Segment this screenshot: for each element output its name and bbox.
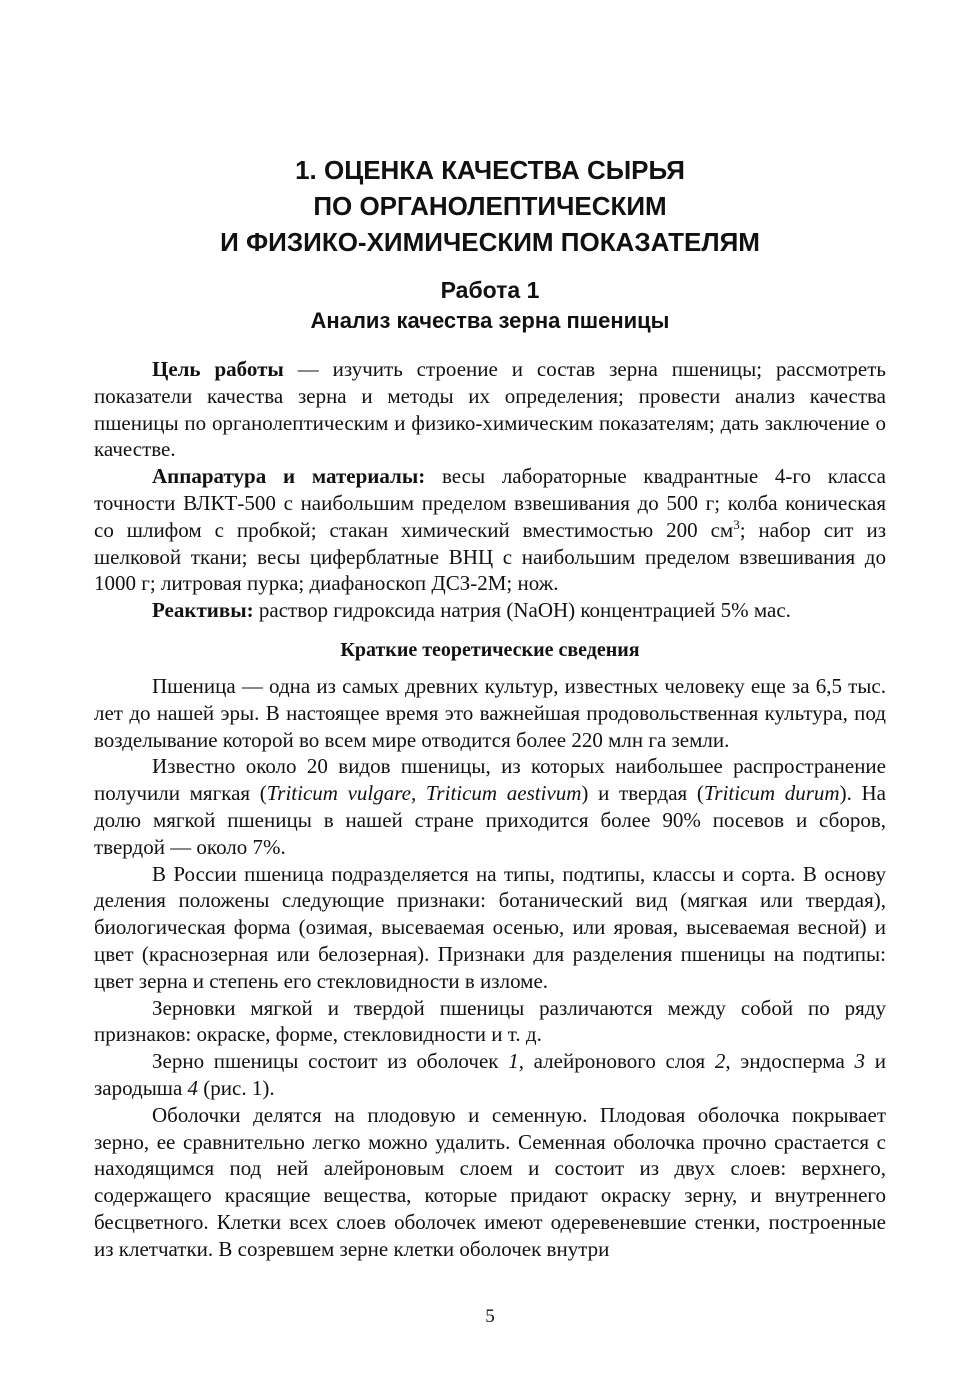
page-number: 5: [485, 1306, 495, 1327]
text-run: и зародыша: [94, 1049, 886, 1100]
work-label: Работа 1: [440, 277, 540, 303]
theory-paragraph-6: Оболочки делятся на плодовую и семенную. Плодовая оболочка покрывает зерно, ее сравнительно легко можно удалить. Семенная оболочка прочно срастается с находящимся под ней алейроновым слоем и состоит из двух слоев: верхнего, содержащего красящие вещества, которые придают окраску зерну, и внутреннего бесцветного. Клетки всех слоев оболочек имеют одеревеневшие стенки, построенные из клетчатки. В созревшем зерне клетки оболочек внутри: [94, 1102, 886, 1261]
chapter-title-line: 1. ОЦЕНКА КАЧЕСТВА СЫРЬЯ: [295, 155, 685, 185]
goal-text: — изучить строение и состав зерна пшеницы; рассмотреть показатели качества зерна и методы их определения; провести анализ качества пшеницы по органолептическим и физико-химическим показателям; дать заключение о качестве.: [94, 357, 886, 462]
figure-ref-number: 2: [714, 1049, 726, 1074]
theory-block: [94, 673, 886, 1263]
goal-paragraph: [94, 356, 886, 463]
theory-paragraph-2: [94, 753, 886, 860]
reagents-paragraph: [94, 597, 886, 624]
text-run: ). На долю мягкой пшеницы в нашей стране приходится более 90% посевов и сборов, твердой — около 7%.: [94, 781, 886, 859]
goal-label: Цель работы: [152, 357, 284, 381]
chapter-title-line: И ФИЗИКО-ХИМИЧЕСКИМ ПОКАЗАТЕЛЯМ: [220, 227, 760, 257]
figure-ref-number: 3: [854, 1049, 866, 1074]
figure-ref-number: 1: [508, 1049, 519, 1074]
text-run: , алейронового слоя: [518, 1049, 715, 1074]
text-run: (рис. 1).: [198, 1075, 275, 1100]
equipment-text: весы лабораторные квадрантные 4-го класса точности ВЛКТ-500 с наибольшим пределом взвешивания до 500 г; колба коническая со шлифом с пробкой; стакан химический вместимостью 200 см: [94, 464, 886, 542]
text-run: ) и твердая (: [581, 781, 704, 806]
figure-ref-number: 4: [187, 1075, 199, 1100]
reagents-label: Реактивы:: [152, 598, 254, 623]
latin-name-aestivum: Triticum vulgare, Triticum aestivum: [266, 781, 582, 806]
chapter-title: [0, 152, 980, 260]
theory-paragraph-1: Пшеница — одна из самых древних культур, известных человеку еще за 6,5 тыс. лет до нашей эры. В настоящее время это важнейшая продовольственная культура, под возделывание которой во всем мире отводится более 220 млн га земли.: [94, 674, 886, 752]
cubic-superscript: 3: [733, 516, 740, 532]
equipment-label: Аппаратура и материалы:: [152, 464, 426, 489]
intro-block: [94, 356, 886, 624]
work-name: Анализ качества зерна пшеницы: [310, 308, 670, 333]
section-title: Краткие теоретические сведения: [340, 639, 640, 661]
theory-paragraph-3: В России пшеница подразделяется на типы, подтипы, классы и сорта. В основу деления положены следующие признаки: ботанический вид (мягкая или твердая), биологическая форма (озимая, высеваемая осенью, или яровая, высеваемая весной) и цвет (краснозерная или белозерная). Признаки для разделения пшеницы на подтипы: цвет зерна и степень его стекловидности в изломе.: [94, 861, 886, 993]
equipment-paragraph: [94, 463, 886, 597]
equipment-text-end: ; набор сит из шелковой ткани; весы циферблатные ВНЦ с наибольшим пределом взвешивания до 1000 г; литровая пурка; диафаноскоп ДСЗ-2М; нож.: [94, 517, 886, 596]
theory-paragraph-5: [94, 1048, 886, 1102]
chapter-title-line: ПО ОРГАНОЛЕПТИЧЕСКИМ: [313, 191, 667, 221]
theory-paragraph-4: Зерновки мягкой и твердой пшеницы различаются между собой по ряду признаков: окраске, форме, стекловидности и т. д.: [94, 995, 886, 1047]
text-run: Известно около 20 видов пшеницы, из которых наибольшее распространение получили мягкая (: [94, 754, 886, 806]
text-run: , эндосперма: [725, 1049, 855, 1074]
reagents-text: раствор гидроксида натрия (NaOH) концентрацией 5% мас.: [253, 598, 791, 623]
text-run: Зерно пшеницы состоит из оболочек: [152, 1049, 509, 1074]
latin-name-durum: Triticum durum: [703, 781, 840, 806]
